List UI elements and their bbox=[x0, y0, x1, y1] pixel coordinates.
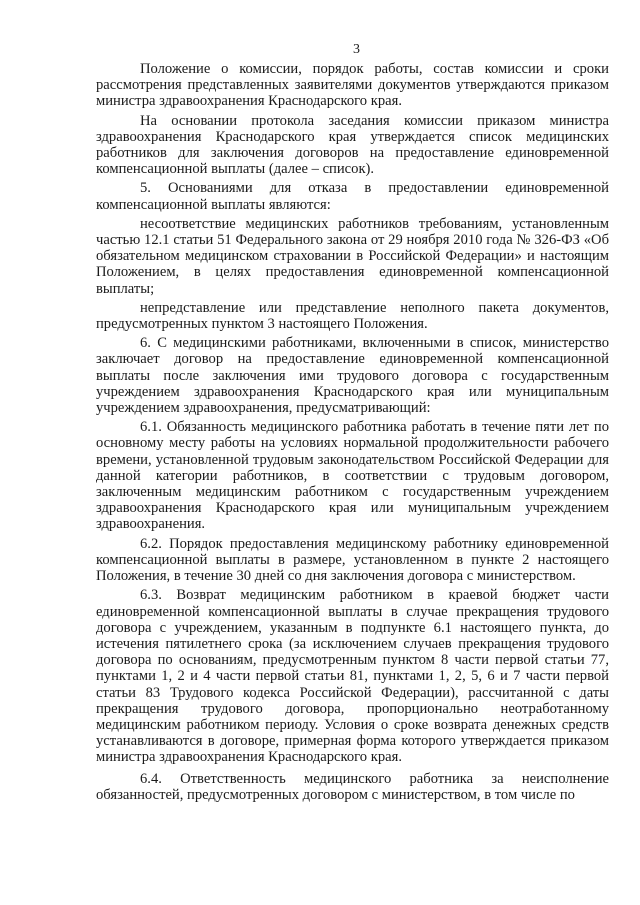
paragraph-clause-6-4: 6.4. Ответственность медицинского работника за неисполнение обязанностей, предусмотренных договором с министерством, в том числе по bbox=[96, 770, 609, 803]
paragraph-list-approval: На основании протокола заседания комиссии приказом министра здравоохранения Краснодарского края утверждается список медицинских работников для заключения договоров на предоставление единовременной компенсационной выплаты (далее – список). bbox=[96, 112, 609, 178]
paragraph-clause-6-2: 6.2. Порядок предоставления медицинскому работнику единовременной компенсационной выплаты в размере, установленном в пункте 2 настоящего Положения, в течение 30 дней со дня заключения договора с министерством. bbox=[96, 535, 609, 585]
paragraph-clause-5-item-1: несоответствие медицинских работников требованиям, установленным частью 12.1 статьи 51 Федерального закона от 29 ноября 2010 года № 326-ФЗ «Об обязательном медицинском страховании в Российской Федерации» и настоящим Положением, в целях предоставления единовременной компенсационной выплаты; bbox=[96, 215, 609, 297]
page-number: 3 bbox=[353, 42, 360, 57]
paragraph-clause-5: 5. Основаниями для отказа в предоставлении единовременной компенсационной выплаты являются: bbox=[96, 180, 609, 213]
paragraph-clause-5-item-2: непредставление или представление неполного пакета документов, предусмотренных пунктом 3 настоящего Положения. bbox=[96, 299, 609, 333]
paragraph-clause-6-3: 6.3. Возврат медицинским работником в краевой бюджет части единовременной компенсационной выплаты в случае прекращения трудового договора с учреждением, указанным в подпункте 6.1 настоящего пункта, до истечения пятилетнего срока (за исключением случаев прекращения трудового договора по основаниям, предусмотренным пунктом 8 части первой статьи 77, пунктами 1, 2 и 4 части первой статьи 81, пунктами 1, 2, 5, 6 и 7 части первой статьи 83 Трудового кодекса Российской Федерации), рассчитанной с даты прекращения трудового договора, пропорционально неотработанному медицинским работником периоду. Условия о сроке возврата денежных средств устанавливаются в договоре, примерная форма которого утверждается приказом министра здравоохранения Краснодарского края. bbox=[96, 587, 609, 766]
paragraph-clause-6-1: 6.1. Обязанность медицинского работника работать в течение пяти лет по основному месту работы на условиях нормальной продолжительности рабочего времени, установленной трудовым законодательством Российской Федерации для данной категории работников, в соответствии с трудовым договором, заключенным медицинским работником с государственным учреждением здравоохранения Краснодарского края или муниципальным учреждением здравоохранения. bbox=[96, 419, 609, 533]
paragraph-clause-6: 6. С медицинскими работниками, включенными в список, министерство заключает договор на предоставление единовременной компенсационной выплаты после заключения ими трудового договора с государственным учреждением здравоохранения Краснодарского края или муниципальным учреждением здравоохранения, предусматривающий: bbox=[96, 335, 609, 417]
paragraph-commission-regulation: Положение о комиссии, порядок работы, состав комиссии и сроки рассмотрения представленных заявителями документов утверждаются приказом министра здравоохранения Краснодарского края. bbox=[96, 61, 609, 110]
